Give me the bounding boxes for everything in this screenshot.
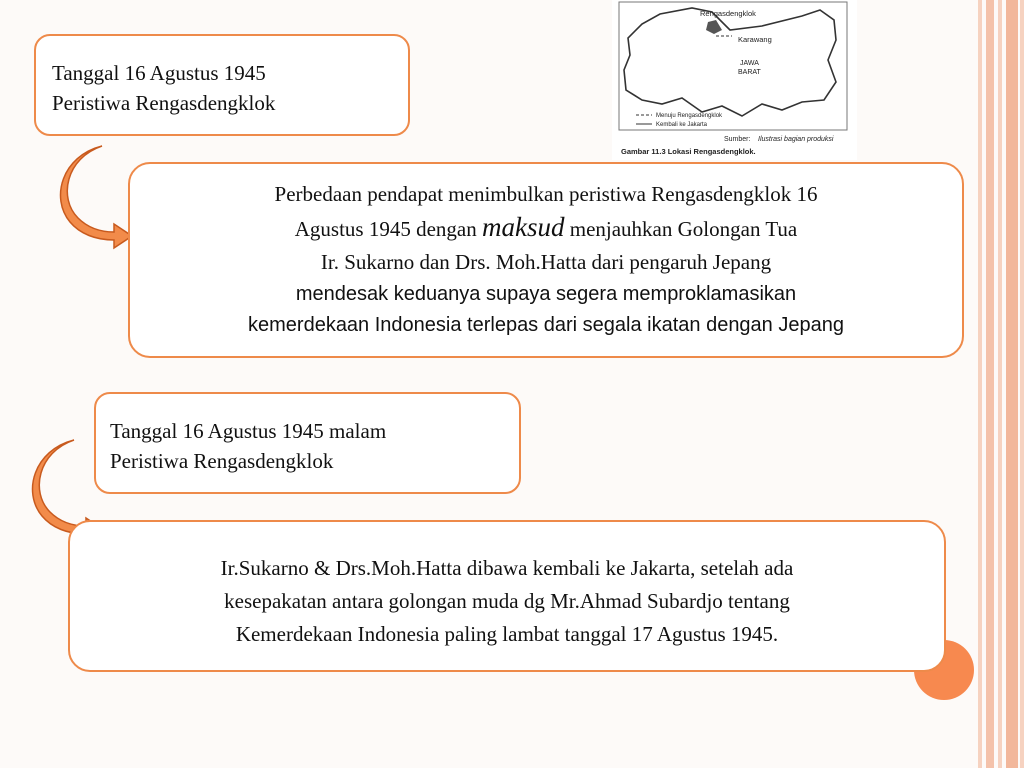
desc1-line2-post: menjauhkan Golongan Tua	[569, 217, 798, 241]
event-box-2	[94, 392, 521, 494]
event-date-1: Tanggal 16 Agustus 1945	[52, 61, 266, 85]
decor-stripe	[986, 0, 994, 768]
map-label-region1: JAWA	[740, 60, 759, 67]
description-box-2	[68, 520, 946, 672]
desc2-line1: Ir.Sukarno & Drs.Moh.Hatta dibawa kembali ke Jakarta, setelah ada	[220, 556, 794, 580]
desc1-line1: Perbedaan pendapat menimbulkan peristiwa Rengasdengklok 16	[274, 182, 818, 206]
curved-arrow-shape	[60, 146, 132, 248]
desc2-line3: Kemerdekaan Indonesia paling lambat tanggal 17 Agustus 1945.	[235, 622, 779, 646]
decor-stripe	[1020, 0, 1024, 768]
map-figure	[612, 0, 857, 160]
map-label-karawang: Karawang	[738, 35, 772, 44]
legend-label-2: Kembali ke Jakarta	[656, 122, 708, 128]
event-title-1: Peristiwa Rengasdengklok	[52, 91, 276, 115]
desc1-line5: kemerdekaan Indonesia terlepas dari segala ikatan dengan Jepang	[248, 314, 844, 336]
decor-stripe	[998, 0, 1002, 768]
legend-label-1: Menuju Rengasdengklok	[656, 113, 723, 119]
desc1-line4: mendesak keduanya supaya segera memproklamasikan	[295, 283, 797, 305]
map-label-rengasdengklok: Rengasdengklok	[700, 9, 756, 18]
curved-arrow-icon	[56, 140, 136, 250]
decor-stripe	[978, 0, 982, 768]
desc1-emphasis: maksud	[482, 212, 565, 242]
description-box-1	[128, 162, 964, 358]
event-box-1	[34, 34, 410, 136]
map-label-region2: BARAT	[738, 69, 761, 76]
decor-stripe	[1006, 0, 1018, 768]
event-date-2: Tanggal 16 Agustus 1945 malam	[110, 419, 387, 443]
desc2-line2: kesepakatan antara golongan muda dg Mr.Ahmad Subardjo tentang	[224, 589, 790, 613]
event-title-2: Peristiwa Rengasdengklok	[110, 449, 334, 473]
desc1-line2	[140, 211, 952, 246]
desc1-line2-pre: Agustus 1945 dengan	[294, 217, 477, 241]
desc1-line3: Ir. Sukarno dan Drs. Moh.Hatta dari pengaruh Jepang	[320, 250, 772, 274]
map-caption: Gambar 11.3 Lokasi Rengasdengklok.	[621, 147, 756, 156]
map-source-text: Ilustrasi bagian produksi	[758, 136, 834, 143]
map-source-label: Sumber:	[724, 136, 751, 143]
